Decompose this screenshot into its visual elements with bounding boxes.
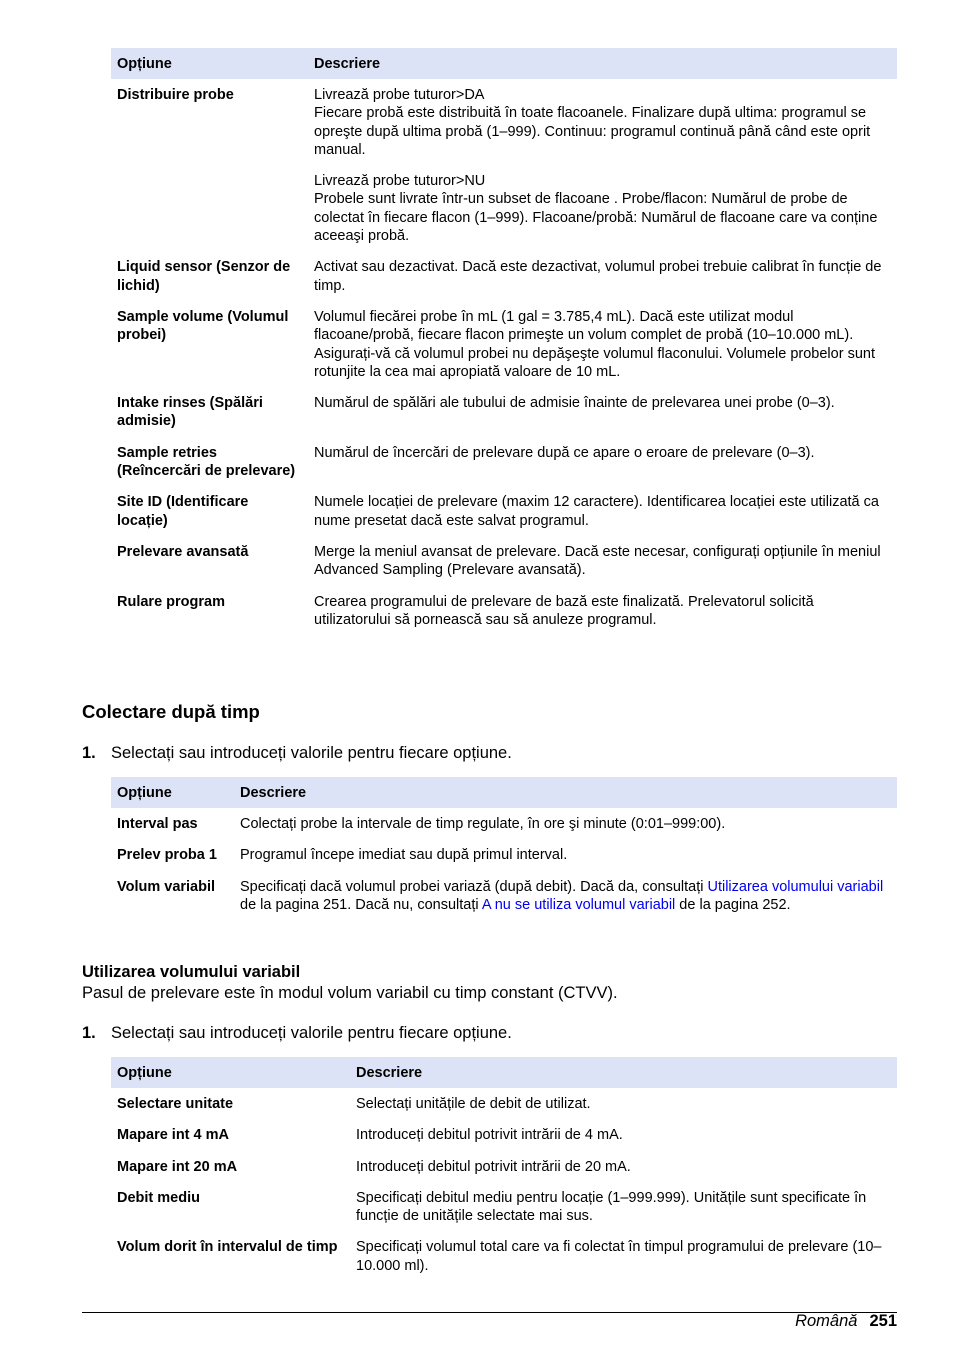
header-description: Descriere bbox=[308, 48, 897, 79]
table-row bbox=[111, 1119, 897, 1150]
option-description: Selectați unitățile de debit de utilizat. bbox=[356, 1096, 591, 1112]
option-label: Intake rinses (Spălări admisie) bbox=[117, 395, 263, 430]
description-text: de la pagina 252. bbox=[675, 896, 791, 913]
step-1 bbox=[82, 1024, 512, 1043]
link-variable-volume[interactable]: Utilizarea volumului variabil bbox=[707, 878, 884, 895]
footer-divider bbox=[82, 1312, 897, 1313]
table-row bbox=[111, 251, 897, 301]
table-row bbox=[111, 387, 897, 437]
option-description bbox=[308, 79, 897, 251]
table-row bbox=[111, 586, 897, 636]
table-header-row bbox=[111, 1057, 897, 1088]
footer-language: Română bbox=[795, 1312, 858, 1330]
option-description: Colectați probe la intervale de timp regulate, în ore şi minute (0:01–999:00). bbox=[240, 816, 726, 832]
table-row bbox=[111, 808, 897, 839]
option-description: Introduceți debitul potrivit intrării de 4 mA. bbox=[356, 1127, 623, 1144]
table-row bbox=[111, 1231, 897, 1281]
table-header-row bbox=[111, 48, 897, 79]
table-row bbox=[111, 1088, 897, 1119]
option-label: Sample retries (Reîncercări de prelevare) bbox=[117, 444, 296, 480]
step-number: 1. bbox=[82, 744, 96, 762]
option-description bbox=[234, 871, 897, 921]
option-label: Volum dorit în intervalul de timp bbox=[117, 1239, 338, 1256]
option-label: Rulare program bbox=[117, 593, 225, 610]
section-heading: Colectare după timp bbox=[82, 701, 260, 722]
option-label: Liquid sensor (Senzor de lichid) bbox=[117, 259, 291, 294]
option-description: Merge la meniul avansat de prelevare. Dacă este necesar, configurați opțiunile în meniul Advanced Sampling (Prelevare avansată). bbox=[314, 543, 881, 579]
option-label: Distribuire probe bbox=[117, 87, 234, 103]
option-description: Volumul fiecărei probe în mL (1 gal = 3.785,4 mL). Dacă este utilizat modul flacoane/probă, fiecare flacon primeşte un volum complet de probă (10–10.000 mL). Asigurați-vă că volumul probei nu depăşeşte volumul flaconului. Volumele probelor sunt rotunjite la cea mai apropiată valoare de 10 mL. bbox=[314, 308, 875, 380]
table-row bbox=[111, 839, 897, 870]
link-no-variable-volume[interactable]: A nu se utiliza volumul variabil bbox=[481, 896, 676, 913]
option-description: Specificați debitul mediu pentru locație (1–999.999). Unitățile sunt specificate în funcție de unitățile selectate mai sus. bbox=[356, 1189, 867, 1225]
option-label: Sample volume (Volumul probei) bbox=[117, 308, 289, 344]
step-text: Selectați sau introduceți valorile pentru fiecare opțiune. bbox=[111, 1024, 512, 1042]
option-label: Debit mediu bbox=[117, 1189, 200, 1206]
option-label: Prelevare avansată bbox=[117, 543, 249, 560]
table-row bbox=[111, 301, 897, 387]
option-description: Programul începe imediat sau după primul interval. bbox=[240, 847, 568, 864]
option-description: Activat sau dezactivat. Dacă este dezactivat, volumul probei trebuie calibrat în funcție de timp. bbox=[314, 259, 882, 294]
header-description: Descriere bbox=[234, 777, 897, 808]
option-label: Site ID (Identificare locație) bbox=[117, 494, 249, 529]
option-description: Numărul de încercări de prelevare după ce apare o eroare de prelevare (0–3). bbox=[314, 444, 815, 461]
page-footer bbox=[795, 1312, 897, 1331]
header-option: Opțiune bbox=[111, 777, 234, 808]
description-paragraph: Livrează probe tuturor>DA Fiecare probă este distribuită în toate flacoanele. Finalizare după ultima: programul se opreşte după ultima probă (1–999). Continuu: programul continuă până când este oprit manual. bbox=[314, 87, 871, 158]
options-table-time bbox=[111, 777, 897, 920]
option-label: Interval pas bbox=[117, 816, 198, 832]
step-number: 1. bbox=[82, 1024, 96, 1042]
option-description: Specificați volumul total care va fi colectat în timpul programului de prelevare (10–10.000 ml). bbox=[356, 1239, 882, 1274]
header-option: Opțiune bbox=[111, 1057, 350, 1088]
option-description: Crearea programului de prelevare de bază este finalizată. Prelevatorul solicită utilizatorului să pornească sau să anuleze programul. bbox=[314, 593, 814, 628]
table-row bbox=[111, 79, 897, 251]
table-row bbox=[111, 871, 897, 921]
options-table-basic bbox=[111, 48, 897, 635]
table-row bbox=[111, 1151, 897, 1182]
table-header-row bbox=[111, 777, 897, 808]
option-label: Mapare int 20 mA bbox=[117, 1158, 238, 1175]
section-paragraph: Pasul de prelevare este în modul volum variabil cu timp constant (CTVV). bbox=[82, 984, 618, 1002]
page-number: 251 bbox=[869, 1312, 897, 1330]
description-text: de la pagina 251. Dacă nu, consultați bbox=[240, 896, 482, 913]
header-option: Opțiune bbox=[111, 48, 308, 79]
table-row bbox=[111, 437, 897, 487]
options-table-variable-volume bbox=[111, 1057, 897, 1281]
description-paragraph: Livrează probe tuturor>NU Probele sunt livrate într-un subset de flacoane . Probe/flacon: Numărul de probe de colectat în fiecare flacon (1–999). Flacoane/probă: Numărul de flacoane care va conține aceeaşi probă. bbox=[314, 173, 878, 245]
header-description: Descriere bbox=[350, 1057, 897, 1088]
table-row bbox=[111, 486, 897, 536]
option-label: Selectare unitate bbox=[117, 1096, 234, 1112]
table-row bbox=[111, 1182, 897, 1232]
option-description: Numele locației de prelevare (maxim 12 caractere). Identificarea locației este utilizată ca nume presetat dacă este salvat programul. bbox=[314, 494, 879, 529]
option-description: Introduceți debitul potrivit intrării de 20 mA. bbox=[356, 1158, 631, 1175]
step-text: Selectați sau introduceți valorile pentru fiecare opțiune. bbox=[111, 744, 512, 762]
subsection-heading: Utilizarea volumului variabil bbox=[82, 963, 301, 981]
step-1 bbox=[82, 744, 512, 763]
option-label: Mapare int 4 mA bbox=[117, 1127, 229, 1144]
option-label: Prelev proba 1 bbox=[117, 847, 217, 864]
table-row bbox=[111, 536, 897, 586]
description-text: Specificați dacă volumul probei variază (după debit). Dacă da, consultați bbox=[240, 878, 708, 895]
option-description: Numărul de spălări ale tubului de admisie înainte de prelevarea unei probe (0–3). bbox=[314, 395, 835, 412]
option-label: Volum variabil bbox=[117, 878, 216, 895]
